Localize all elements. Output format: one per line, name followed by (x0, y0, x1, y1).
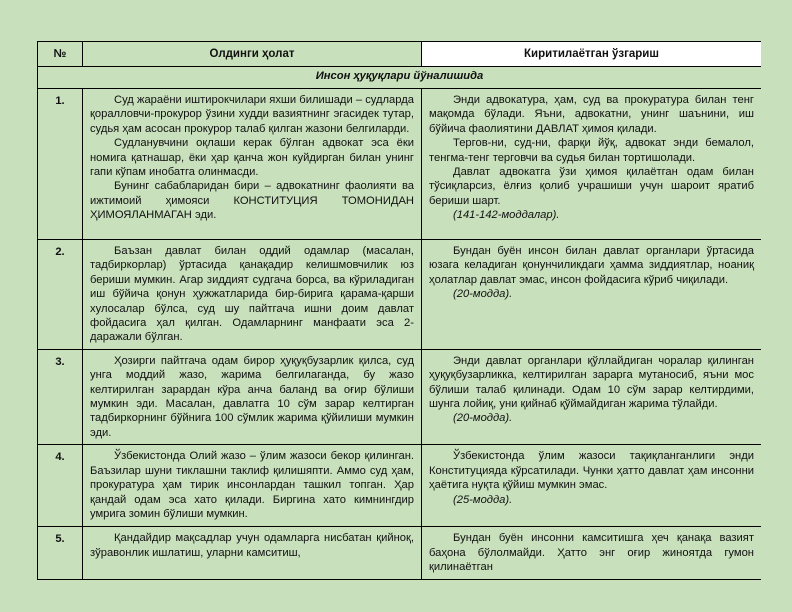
row-number: 2. (38, 240, 83, 350)
paragraph: Ҳозирги пайтгача одам бирор ҳуқуқбузарлик қилса, суд унга моддий жазо, жарима белгилаганда, бу жазо келтирилган зарардан кўра анча баланд ва оғир бўлиши мумкин эди. Масалан, давлатга 10 сўм зарар келтирган тадбиркорнинг бўйнига 100 сўмлик жарима қўйилиши мумкин эди. (90, 354, 414, 439)
after-cell (422, 240, 762, 350)
paragraph: Давлат адвокатга ўзи ҳимоя қилаётган одам билан тўсиқларсиз, ёлғиз қолиб учрашиши учун шароит яратиб бериши шарт. (429, 166, 754, 207)
before-cell (83, 240, 422, 350)
comparison-table (37, 41, 761, 580)
after-cell (422, 349, 762, 444)
table-row (38, 445, 762, 527)
section-title: Инсон ҳуқуқлари йўналишида (38, 67, 762, 89)
after-cell (422, 89, 762, 240)
article-reference: (25-модда). (453, 493, 513, 506)
paragraph: Энди давлат органлари қўллайдиган чоралар қилинган ҳуқуқбузарликка, келтирилган зарарга мутаносиб, яъни мос бўлиши талаб қилинади. Одам 10 сўм зарар келтирдими, шунга лойиқ, уни қийнаб қўймайдиган жарима тўлайди. (429, 354, 754, 411)
paragraph: Бунинг сабабларидан бири – адвокатнинг фаолияти ва ижтимоий ҳимояси КОНСТИТУЦИЯ ТОМОНИДАН ҲИМОЯЛАНМАГАН эди. (90, 180, 414, 222)
paragraph: Қандайдир мақсадлар учун одамларга нисбатан қийноқ, зўравонлик ишлатиш, уларни камситиш, (90, 532, 414, 559)
header-num: № (38, 42, 83, 67)
header-before: Олдинги ҳолат (83, 42, 422, 67)
before-cell (83, 349, 422, 444)
before-cell (83, 89, 422, 240)
paragraph: Энди адвокатура, ҳам, суд ва прокуратура билан тенг мақомда бўлади. Яъни, адвокатни, унинг шаънини, иш бўйича фаолиятини ДАВЛАТ ҳимоя қилади. (429, 94, 754, 135)
header-after: Киритилаётган ўзгариш (422, 42, 762, 67)
header-row (38, 42, 762, 67)
row-number: 3. (38, 349, 83, 444)
section-row (38, 67, 762, 89)
before-cell (83, 445, 422, 527)
article-reference: (20-модда). (453, 288, 513, 301)
paragraph: Суд жараёни иштирокчилари яхши билишади – судларда қоралловчи-прокурор ўзини худди вазиятнинг эгасидек тутар, судья ҳам асосан прокурор талаб қилган жазони белгиларди. (90, 94, 414, 135)
before-cell (83, 527, 422, 579)
article-reference: (141-142-моддалар). (453, 209, 560, 222)
row-number: 5. (38, 527, 83, 579)
paragraph: Ўзбекистонда Олий жазо – ўлим жазоси бекор қилинган. Баъзилар шуни тиклашни таклиф қилишяпти. Аммо суд ҳам, прокуратура ҳам тирик инсонлардан ташкил топган. Ҳар қандай одам эса хато қилади. Биргина хато кимнингдир умрига зомин бўлиши мумкин. (90, 450, 414, 520)
table-row (38, 349, 762, 444)
paragraph: Судланувчини оқлаши керак бўлган адвокат эса ёки номига қатнашар, ёки ҳар қанча жон куйдирган билан унинг гапи кўпам инобатга олинмасди. (90, 137, 414, 179)
table-row (38, 89, 762, 240)
after-cell (422, 445, 762, 527)
paragraph: Ўзбекистонда ўлим жазоси тақиқланганлиги энди Конституцияда кўрсатилади. Чунки ҳатто давлат ҳам инсонни ҳаётига нуқта қўйиш мумкин эмас. (429, 450, 754, 492)
row-number: 1. (38, 89, 83, 240)
paragraph: Бундан буён инсон билан давлат органлари ўртасида юзага келадиган қонунчиликдаги ҳамма зиддиятлар, ноаниқ ҳолатлар давлат эмас, инсон фойдасига кўриб чиқилади. (429, 245, 754, 286)
table-row (38, 240, 762, 350)
table-row (38, 527, 762, 579)
article-reference: (20-модда). (453, 412, 513, 425)
document-page (37, 41, 761, 612)
paragraph: Баъзан давлат билан оддий одамлар (масалан, тадбиркорлар) ўртасида қанақадир келишмовчилик юз бериши мумкин. Агар зиддият судгача борса, ва кўриладиган иш бўйича қонун ҳужжатларида бир-бирига қарама-қарши хулосалар бўлса, суд шу пайтгача ишни доим давлат фойдасига ҳал қилган. Одамларнинг манфаати эса 2-даражали бўлган. (90, 245, 414, 344)
paragraph: Бундан буён инсонни камситишга ҳеч қанақа вазият баҳона бўлолмайди. Ҳатто энг оғир жиноятда гумон қилинаётган (429, 532, 754, 574)
row-number: 4. (38, 445, 83, 527)
after-cell (422, 527, 762, 579)
paragraph: Тергов-ни, суд-ни, фарқи йўқ, адвокат энди бемалол, тенгма-тенг терговчи ва судья билан тортишолади. (429, 137, 754, 164)
